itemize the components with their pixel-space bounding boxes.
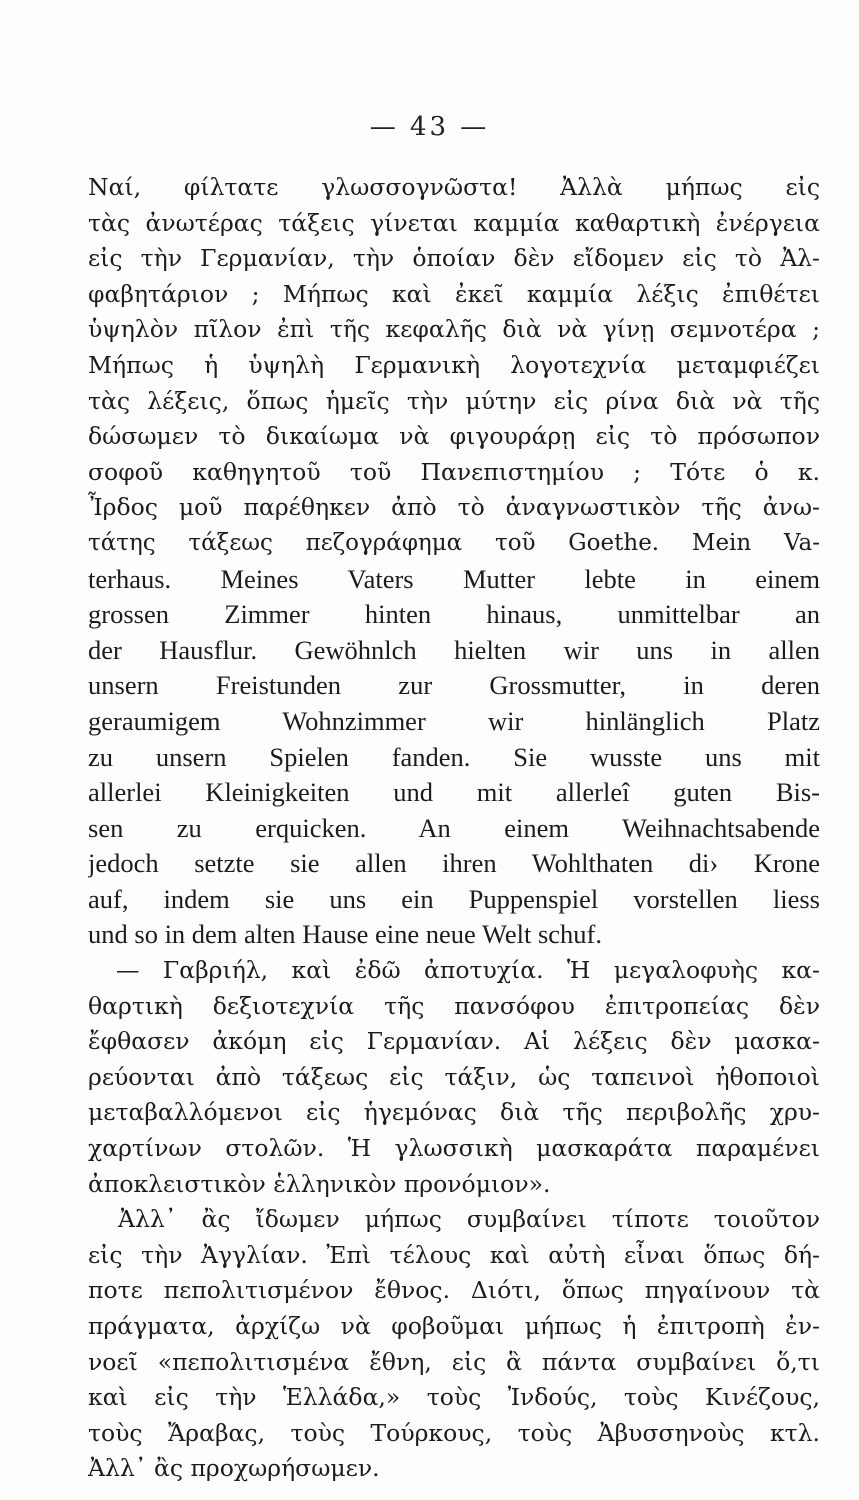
text-line: — Γαβριήλ, καὶ ἐδῶ ἀποτυχία. Ἡ μεγαλοφυὴς κα- [116, 956, 820, 985]
text-line: Ἀλλ᾽ ἂς προχωρήσωμεν. [88, 1454, 380, 1483]
text-line: Ἶρδος μοῦ παρέθηκεν ἀπὸ τὸ ἀναγνωστικὸν τῆς ἀνω- [88, 493, 820, 522]
text-line: δώσωμεν τὸ δικαίωμα νὰ φιγουράρῃ εἰς τὸ πρόσωπον [88, 422, 820, 451]
text-line: σοφοῦ καθηγητοῦ τοῦ Πανεπιστημίου ; Τότε ὁ κ. [88, 457, 820, 486]
text-line: νοεῖ «πεπολιτισμένα ἔθνη, εἰς ἃ πάντα συμβαίνει ὅ,τι [88, 1347, 820, 1376]
text-line: καὶ εἰς τὴν Ἑλλάδα,» τοὺς Ἰνδούς, τοὺς Κινέζους, [88, 1383, 820, 1412]
page-number: — 43 — [369, 112, 490, 142]
german-text-line: zu unsern Spielen fanden. Sie wusste uns mit [88, 741, 820, 772]
text-line: ποτε πεπολιτισμένον ἔθνος. Διότι, ὅπως πηγαίνουν τὰ [88, 1276, 820, 1305]
text-line: ἀποκλειστικὸν ἑλληνικὸν προνόμιον». [88, 1169, 551, 1198]
text-line: τὰς λέξεις, ὅπως ἡμεῖς τὴν μύτην εἰς ρίνα διὰ νὰ τῆς [88, 386, 820, 415]
text-line: ρεύονται ἀπὸ τάξεως εἰς τάξιν, ὡς ταπεινοὶ ἠθοποιοὶ [88, 1062, 820, 1091]
body-text [88, 170, 820, 1487]
german-text-line: allerlei Kleinigkeiten und mit allerleî guten Bis- [88, 777, 820, 808]
german-text-line: der Hausflur. Gewöhnlch hielten wir uns in allen [88, 634, 820, 665]
text-line: τὰς ἀνωτέρας τάξεις γίνεται καμμία καθαρτικὴ ἐνέργεια [88, 208, 820, 237]
text-line: εἰς τὴν Ἀγγλίαν. Ἐπὶ τέλους καὶ αὐτὴ εἶναι ὅπως δή- [88, 1240, 820, 1269]
german-text-line: jedoch setzte sie allen ihren Wohlthaten di› Krone [88, 848, 820, 879]
text-line: θαρτικὴ δεξιοτεχνία τῆς πανσόφου ἐπιτροπείας δὲν [88, 991, 820, 1020]
german-text-line: grossen Zimmer hinten hinaus, unmittelbar an [88, 599, 820, 630]
german-text-line: auf, indem sie uns ein Puppenspiel vorstellen liess [88, 883, 820, 914]
text-line: χαρτίνων στολῶν. Ἡ γλωσσικὴ μασκαράτα παραμένει [88, 1134, 820, 1163]
german-text-line: geraumigem Wohnzimmer wir hinlänglich Platz [88, 705, 820, 736]
text-line: Ἀλλ᾽ ἂς ἴδωμεν μήπως συμβαίνει τίποτε τοιοῦτον [118, 1205, 820, 1234]
text-line: μεταβαλλόμενοι εἰς ἡγεμόνας διὰ τῆς περιβολῆς χρυ- [88, 1098, 820, 1127]
text-line: Μήπως ἡ ὑψηλὴ Γερμανικὴ λογοτεχνία μεταμφιέζει [88, 350, 820, 379]
text-line: φαβητάριον ; Μήπως καὶ ἐκεῖ καμμία λέξις ἐπιθέτει [88, 279, 820, 308]
text-line: ὑψηλὸν πῖλον ἐπὶ τῆς κεφαλῆς διὰ νὰ γίνῃ σεμνοτέρα ; [88, 315, 820, 344]
german-text-line: sen zu erquicken. An einem Weihnachtsabende [88, 812, 820, 843]
text-line: πράγματα, ἀρχίζω νὰ φοβοῦμαι μήπως ἡ ἐπιτροπὴ ἐν- [88, 1312, 820, 1340]
text-line: εἰς τὴν Γερμανίαν, τὴν ὁποίαν δὲν εἴδομεν εἰς τὸ Ἀλ- [88, 244, 820, 273]
german-text-line: terhaus. Meines Vaters Mutter lebte in einem [88, 563, 820, 594]
german-text-line: und so in dem alten Hause eine neue Welt schuf. [88, 919, 602, 950]
german-text-line: unsern Freistunden zur Grossmutter, in deren [88, 670, 820, 701]
text-line: τοὺς Ἄραβας, τοὺς Τούρκους, τοὺς Ἀβυσσηνοὺς κτλ. [88, 1418, 820, 1447]
text-line: ἔφθασεν ἀκόμη εἰς Γερμανίαν. Αἱ λέξεις δὲν μασκα- [88, 1027, 820, 1056]
text-line: τάτης τάξεως πεζογράφημα τοῦ Goethe. Mein Va- [88, 529, 820, 556]
text-line: Ναί, φίλτατε γλωσσογνῶστα! Ἀλλὰ μήπως εἰς [88, 173, 820, 201]
